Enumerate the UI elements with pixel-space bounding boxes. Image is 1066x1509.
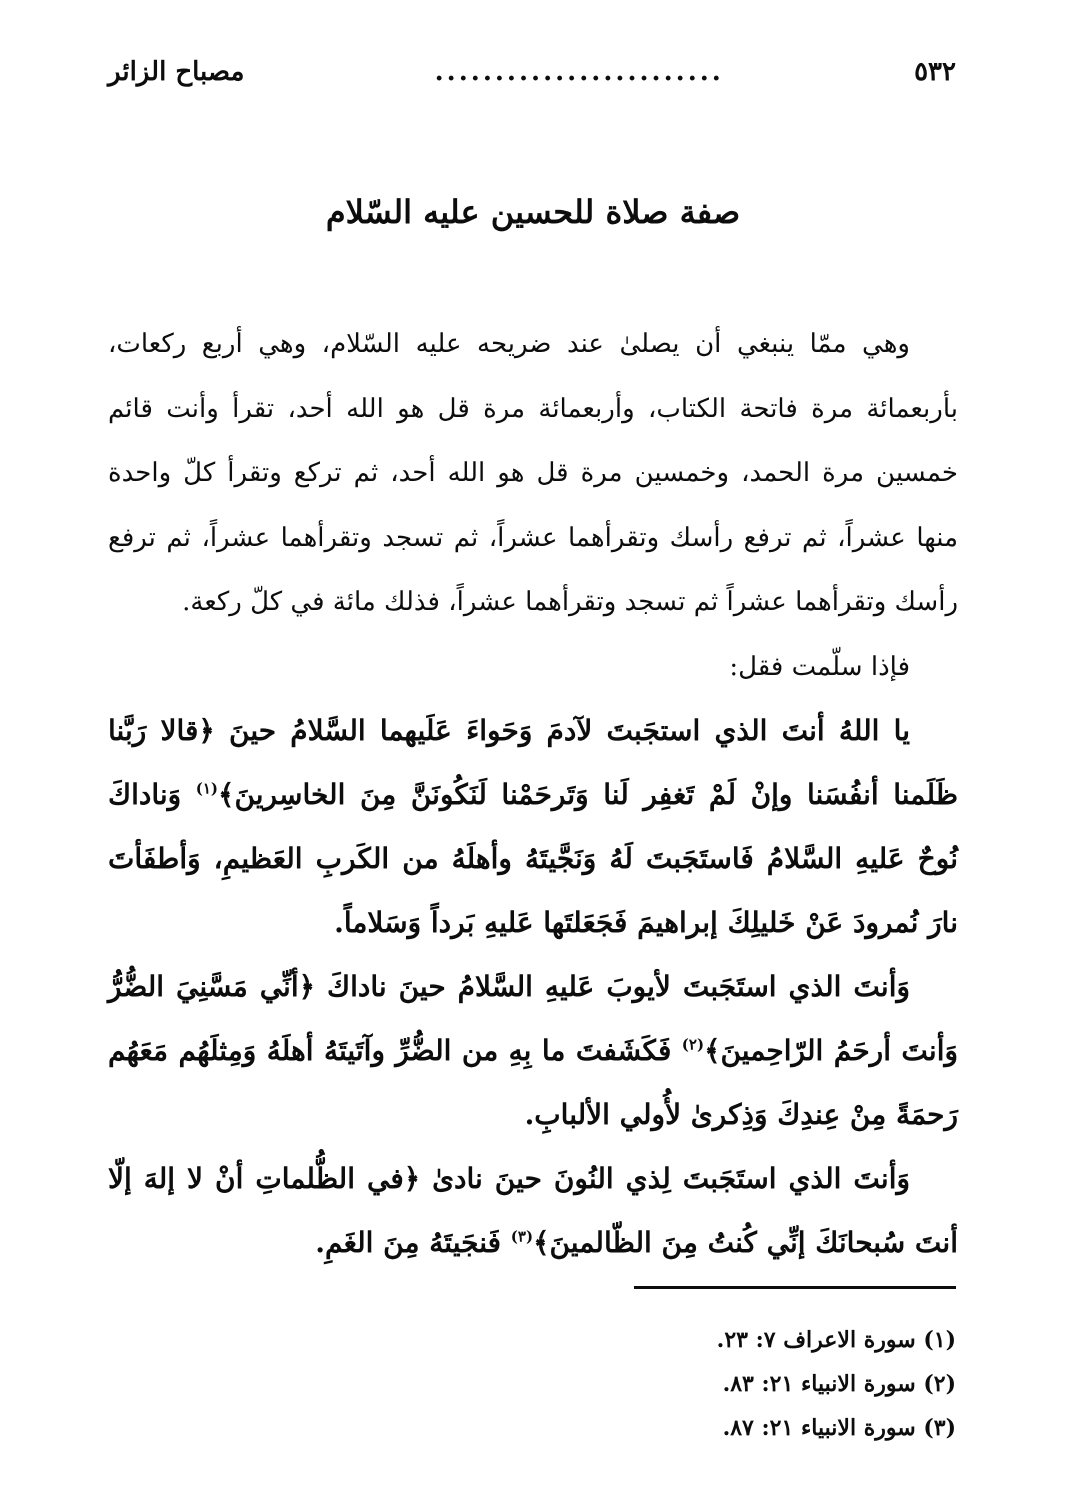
paragraph-after-salutation: فإذا سلّمت فقل: (729, 651, 910, 682)
dua-text-tail: فَنجَيتَهُ مِنَ الغَمِ. (315, 1226, 511, 1259)
header-leader-dots: ........................ (434, 57, 724, 87)
section-title: صفة صلاة للحسين عليه السّلام (325, 193, 741, 231)
footnote-ref: (٣) (510, 1227, 534, 1246)
footnote-ref: (١) (195, 779, 219, 798)
footnote-1: (١) سورة الاعراف ٧: ٢٣. (716, 1327, 956, 1353)
dua-text: وَأنتَ الذي استَجَبتَ لأيوبَ عَليهِ السَّلامُ حينَ ناداكَ ﴿أنِّي مَسَّنِيَ الضُّرُّ وَأنتَ أرحَمُ الرّاحِمينَ﴾ (108, 970, 958, 1067)
page-number: ٥٣٢ (914, 57, 956, 87)
book-title: مصباح الزائر (108, 57, 245, 87)
footnote-3: (٣) سورة الانبياء ٢١: ٨٧. (722, 1415, 956, 1441)
dua-text-tail: وَناداكَ نُوحٌ عَليهِ السَّلامُ فَاستَجَبتَ لَهُ وَنَجَّيتَهُ وأهلَهُ من الكَربِ العَظيمِ، وَأطفَأتَ نارَ نُمرودَ عَنْ خَليلِكَ إبراهيمَ فَجَعَلتَها عَليهِ بَرداً وَسَلاماً. (108, 778, 958, 939)
dua-text-tail: فَكَشَفتَ ما بِهِ من الضُّرِّ وآتَيتَهُ أهلَهُ وَمِثلَهُم مَعَهُم رَحمَةً مِنْ عِندِكَ وَذِكرىٰ لأُولي الألبابِ. (108, 1034, 958, 1131)
running-header (108, 52, 956, 92)
footnote-2: (٢) سورة الانبياء ٢١: ٨٣. (722, 1371, 956, 1397)
dua-paragraph-dhul-nun (108, 1147, 958, 1275)
footnote-divider (634, 1286, 956, 1289)
footnote-ref: (٢) (681, 1035, 705, 1054)
footnotes (536, 1318, 956, 1450)
dua-paragraph-ayyub (108, 955, 958, 1147)
dua-paragraph-adam-nuh (108, 699, 958, 955)
dua-text: وَأنتَ الذي استَجَبتَ لِذي النُونَ حينَ نادىٰ ﴿في الظُّلماتِ أنْ لا إلهَ إلّا أنتَ سُبحانَكَ إنِّي كُنتُ مِنَ الظّالمينَ﴾ (108, 1162, 958, 1259)
dua-text: يا اللهُ أنتَ الذي استجَبتَ لآدمَ وَحَواءَ عَلَيهما السَّلامُ حينَ ﴿قالا رَبَّنا ظَلَمنا أنفُسَنا وإنْ لَمْ تَغفِر لَنا وَتَرحَمْنا لَنَكُونَنَّ مِنَ الخاسِرينَ﴾ (108, 714, 958, 811)
body-text (108, 312, 958, 1275)
paragraph-prayer-description: وهي ممّا ينبغي أن يصلىٰ عند ضريحه عليه السّلام، وهي أربع ركعات، بأربعمائة مرة فاتحة الكتاب، وأربعمائة مرة قل هو الله أحد، تقرأ وأنت قائم خمسين مرة الحمد، وخمسين مرة قل هو الله أحد، ثم تركع وتقرأ كلّ واحدة منها عشراً، ثم ترفع رأسك وتقرأهما عشراً، ثم تسجد وتقرأهما عشراً، ثم ترفع رأسك وتقرأهما عشراً ثم تسجد وتقرأهما عشراً، فذلك مائة في كلّ ركعة. (108, 329, 958, 617)
